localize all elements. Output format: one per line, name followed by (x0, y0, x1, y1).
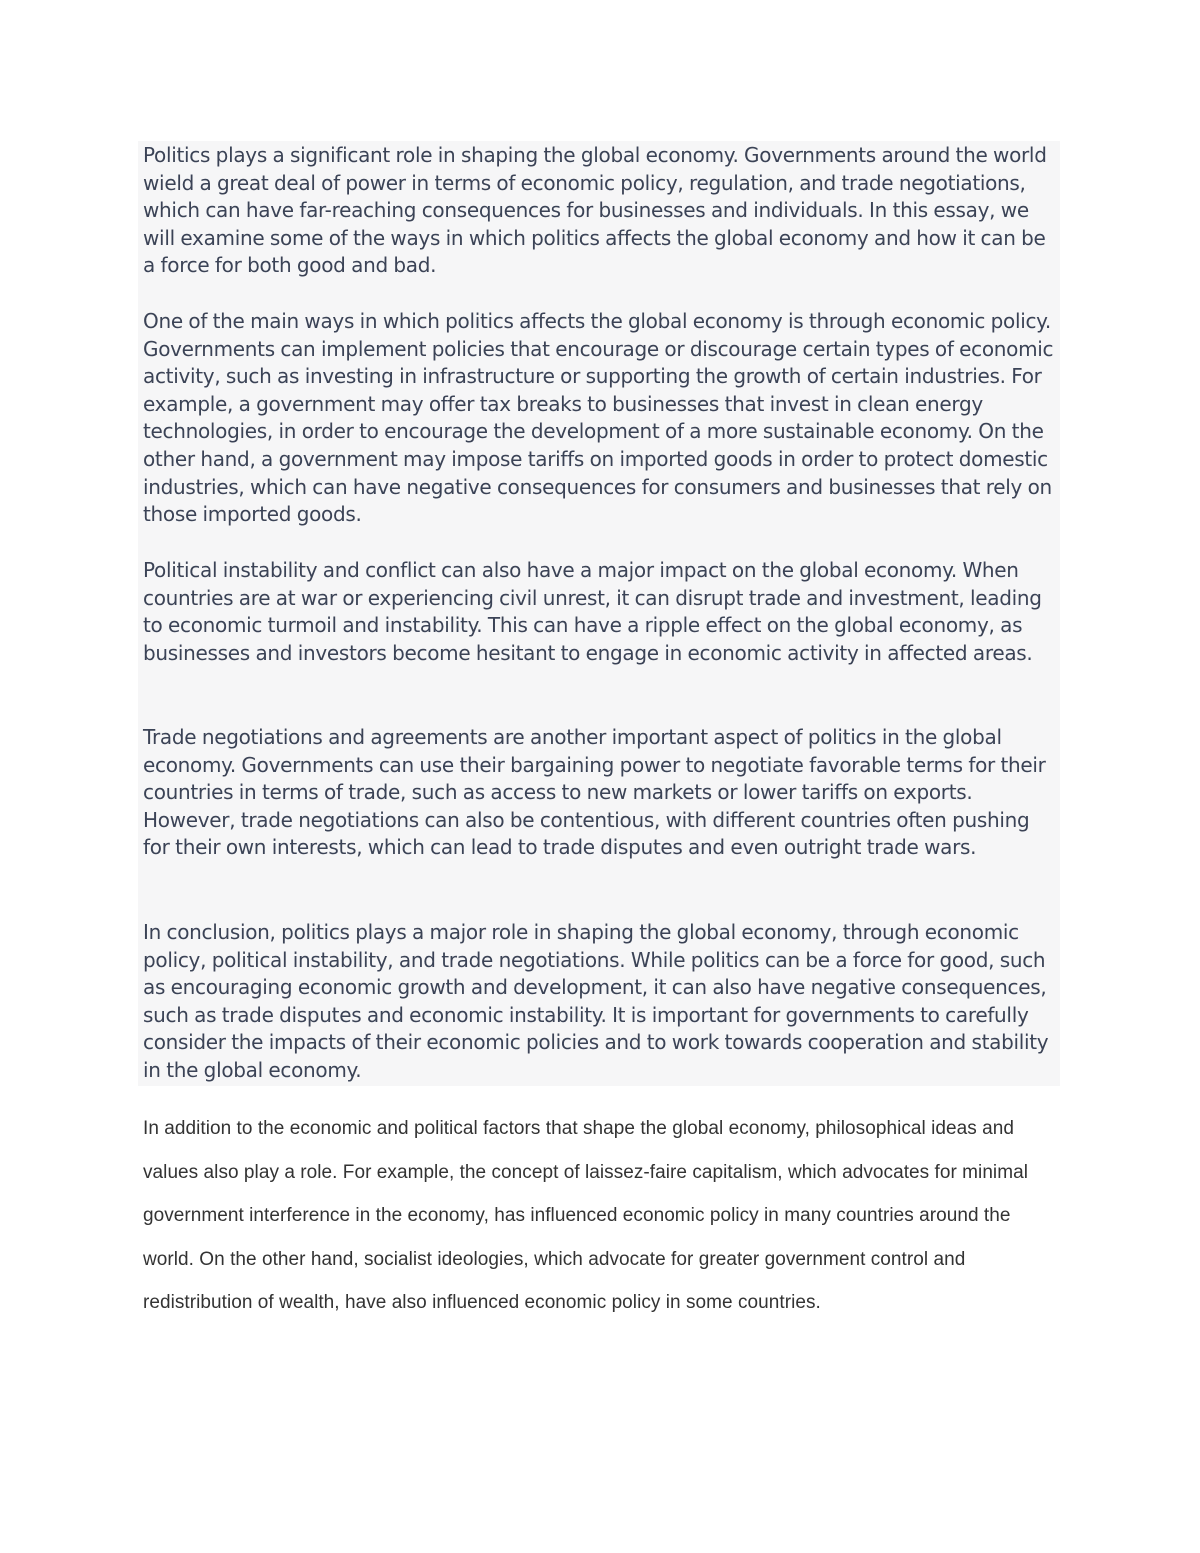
essay-paragraph-trade: Trade negotiations and agreements are another important aspect of politics in the global economy. Governments can use their bargaining power to negotiate favorable terms for their countries in terms of trade, such as access to new markets or lower tariffs on exports. However, trade negotiations can also be contentious, with different countries often pushing for their own interests, which can lead to trade disputes and even outright trade wars. (143, 725, 1046, 860)
essay-paragraph-philosophy: In addition to the economic and political factors that shape the global economy, philosophical ideas and values also play a role. For example, the concept of laissez-faire capitalism, which advocates for minimal government interference in the economy, has influenced economic policy in many countries around the world. On the other hand, socialist ideologies, which advocate for greater government control and redistribution of wealth, have also influenced economic policy in some countries. (143, 1118, 1028, 1313)
essay-paragraph-conclusion: In conclusion, politics plays a major role in shaping the global economy, through economic policy, political instability, and trade negotiations. While politics can be a force for good, such as encouraging economic growth and development, it can also have negative consequences, such as trade disputes and economic instability. It is important for governments to carefully consider the impacts of their economic policies and to work towards cooperation and stability in the global economy. (143, 920, 1049, 1082)
essay-paragraph-instability: Political instability and conflict can also have a major impact on the global economy. When countries are at war or experiencing civil unrest, it can disrupt trade and investment, leading to economic turmoil and instability. This can have a ripple effect on the global economy, as businesses and investors become hesitant to engage in economic activity in affected areas. (143, 558, 1042, 665)
essay-paragraph-intro: Politics plays a significant role in shaping the global economy. Governments around the world wield a great deal of power in terms of economic policy, regulation, and trade negotiations, which can have far-reaching consequences for businesses and individuals. In this essay, we will examine some of the ways in which politics affects the global economy and how it can be a force for both good and bad. (143, 143, 1047, 278)
essay-paragraph-economic-policy: One of the main ways in which politics affects the global economy is through economic policy. Governments can implement policies that encourage or discourage certain types of economic activity, such as investing in infrastructure or supporting the growth of certain industries. For example, a government may offer tax breaks to businesses that invest in clean energy technologies, in order to encourage the development of a more sustainable economy. On the other hand, a government may impose tariffs on imported goods in order to protect domestic industries, which can have negative consequences for consumers and businesses that rely on those imported goods. (143, 309, 1054, 527)
